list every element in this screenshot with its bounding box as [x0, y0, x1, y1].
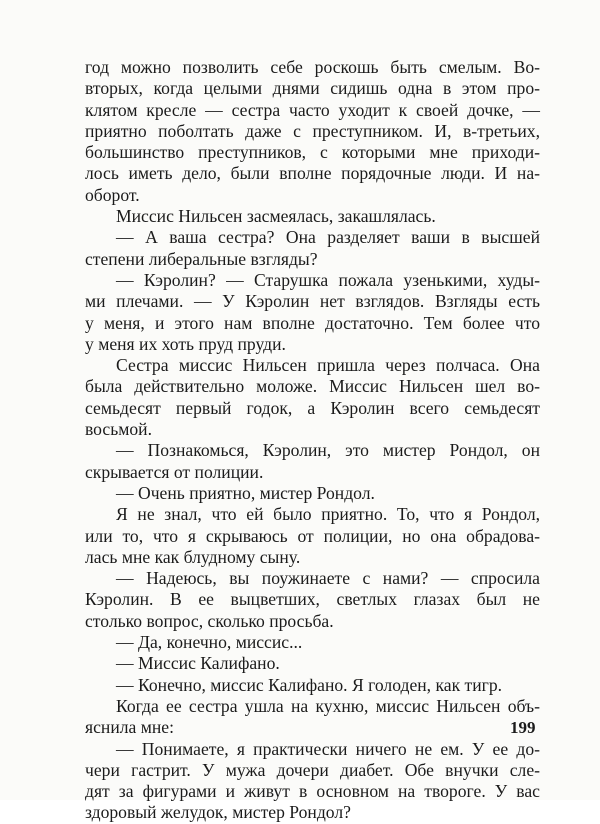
text-line: Сестра миссис Нильсен пришла через полчаса. Она	[116, 355, 540, 376]
text-line: была действительно моложе. Миссис Нильсен шел во-	[85, 376, 540, 397]
text-line: скрывается от полиции.	[85, 461, 264, 482]
text-line: восьмой.	[85, 419, 152, 440]
text-line: — Конечно, миссис Калифано. Я голоден, как тигр.	[116, 674, 503, 695]
text-line: у меня, и этого нам вполне достаточно. Тем более что	[85, 312, 540, 333]
text-line: яснила мне:	[85, 717, 174, 738]
text-line: дят за фигурами и живут в основном на твороге. У вас	[85, 781, 540, 802]
text-line: степени либеральные взгляды?	[85, 248, 318, 269]
text-line: — Кэролин? — Старушка пожала узенькими, худы-	[116, 269, 540, 290]
text-line: оборот.	[85, 184, 140, 205]
text-line: Миссис Нильсен засмеялась, закашлялась.	[116, 206, 436, 227]
text-line: здоровый желудок, мистер Рондол?	[85, 802, 351, 823]
text-line: большинство преступников, с которыми мне приходи-	[85, 142, 540, 163]
text-line: чери гастрит. У мужа дочери диабет. Обе внучки сле-	[85, 759, 540, 780]
text-line: Я не знал, что ей было приятно. То, что я Рондол,	[116, 504, 540, 525]
text-line: ми плечами. — У Кэролин нет взглядов. Взгляды есть	[85, 291, 540, 312]
text-line: Когда ее сестра ушла на кухню, миссис Нильсен объ-	[116, 695, 540, 716]
text-line: год можно позволить себе роскошь быть смелым. Во-	[85, 57, 540, 77]
text-line: лось иметь дело, были вполне порядочные люди. И на-	[85, 163, 540, 184]
text-line: Кэролин. В ее выцветших, светлых глазах был не	[85, 589, 540, 610]
text-line: лась мне как блудному сыну.	[85, 546, 301, 567]
text-line: или то, что я скрываюсь от полиции, но она обрадова-	[85, 525, 540, 546]
text-line: — Миссис Калифано.	[116, 653, 280, 674]
text-line: у меня их хоть пруд пруди.	[85, 333, 286, 354]
text-line: семьдесят первый годок, а Кэролин всего семьдесят	[85, 397, 540, 418]
page-body-text	[85, 57, 540, 824]
text-line: клятом кресле — сестра часто уходит к своей дочке, —	[85, 99, 540, 120]
text-line: — Надеюсь, вы поужинаете с нами? — спросила	[116, 568, 540, 589]
text-line: — Очень приятно, мистер Рондол.	[116, 482, 375, 503]
text-line: — А ваша сестра? Она разделяет ваши в высшей	[116, 227, 540, 248]
text-line: вторых, когда целыми днями сидишь одна в этом про-	[85, 78, 540, 99]
text-line: — Понимаете, я практически ничего не ем. У ее до-	[116, 738, 540, 759]
text-line: приятно поболтать даже с преступником. И, в-третьих,	[85, 120, 540, 141]
text-line: столько вопрос, сколько просьба.	[85, 610, 334, 631]
text-line: — Да, конечно, миссис...	[116, 632, 303, 653]
text-line: — Познакомься, Кэролин, это мистер Рондол, он	[116, 440, 540, 461]
page-number: 199	[510, 718, 536, 737]
